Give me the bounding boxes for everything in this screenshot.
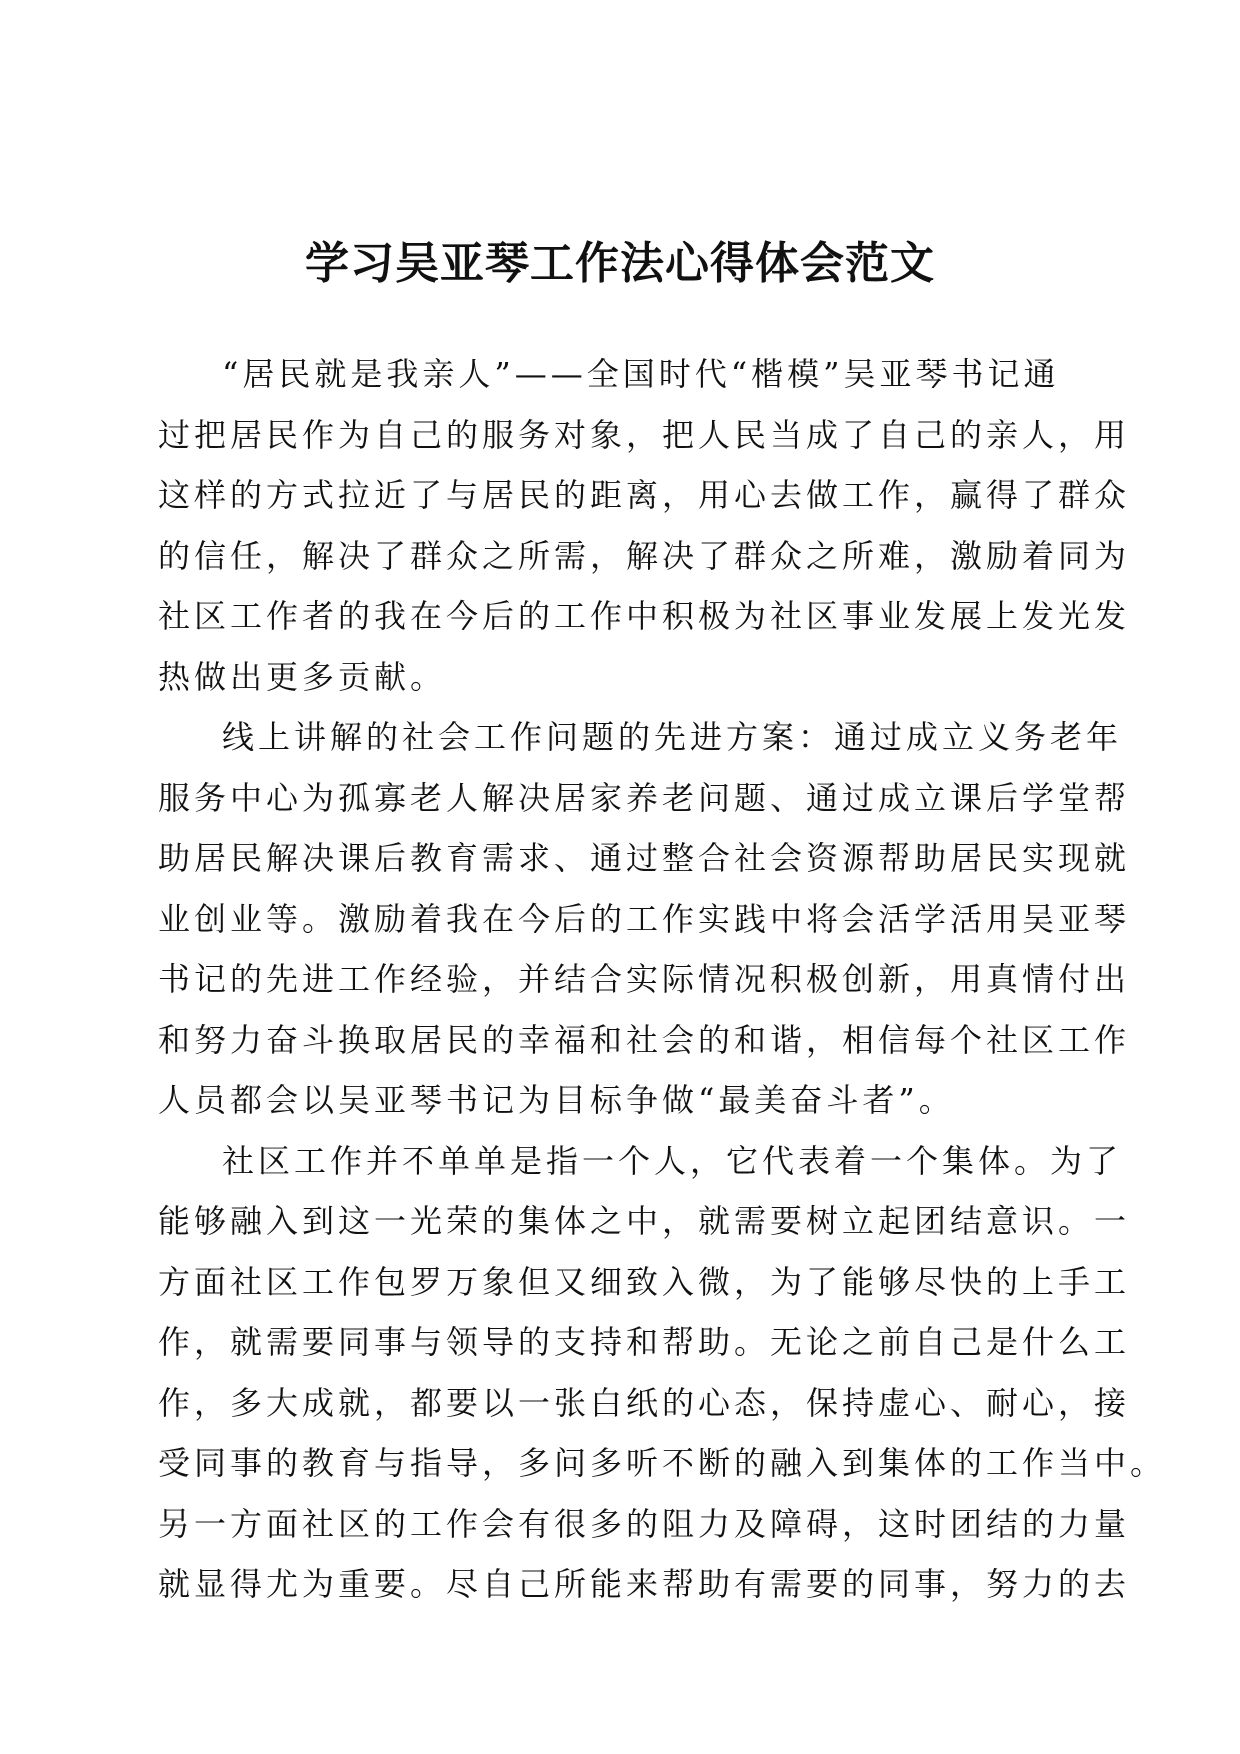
text-line: 方面社区工作包罗万象但又细致入微，为了能够尽快的上手工 [158, 1262, 1131, 1301]
paragraph-1 [158, 344, 1131, 707]
text-line: 作，就需要同事与领导的支持和帮助。无论之前自己是什么工 [158, 1323, 1131, 1361]
text-line: 社区工作者的我在今后的工作中积极为社区事业发展上发光发 [158, 597, 1131, 635]
text-line: 过把居民作为自己的服务对象，把人民当成了自己的亲人，用 [158, 415, 1131, 454]
text-line: 人员都会以吴亚琴书记为目标争做“最美奋斗者”。 [158, 1081, 955, 1119]
document-body [158, 344, 1167, 1615]
document-title: 学习吴亚琴工作法心得体会范文 [305, 238, 935, 289]
text-line: 的信任，解决了群众之所需，解决了群众之所难，激励着同为 [158, 536, 1131, 575]
text-line: 服务中心为孤寡老人解决居家养老问题、通过成立课后学堂帮 [158, 778, 1131, 817]
text-line: 书记的先进工作经验，并结合实际情况积极创新，用真情付出 [158, 960, 1131, 998]
text-line: 这样的方式拉近了与居民的距离，用心去做工作，赢得了群众 [158, 476, 1131, 514]
text-line: 能够融入到这一光荣的集体之中，就需要树立起团结意识。一 [158, 1202, 1131, 1240]
paragraph-3 [158, 1131, 1167, 1615]
text-line: 热做出更多贡献。 [158, 657, 447, 696]
text-line: 和努力奋斗换取居民的幸福和社会的和谐，相信每个社区工作 [158, 1020, 1131, 1059]
paragraph-2 [158, 707, 1131, 1131]
text-line: 受同事的教育与指导，多问多听不断的融入到集体的工作当中。 [158, 1444, 1167, 1482]
text-line: “居民就是我亲人”——全国时代“楷模”吴亚琴书记通 [222, 355, 1060, 393]
text-line: 线上讲解的社会工作问题的先进方案：通过成立义务老年 [222, 718, 1123, 756]
text-line: 助居民解决课后教育需求、通过整合社会资源帮助居民实现就 [158, 839, 1131, 877]
text-line: 业创业等。激励着我在今后的工作实践中将会活学活用吴亚琴 [158, 899, 1131, 938]
text-line: 另一方面社区的工作会有很多的阻力及障碍，这时团结的力量 [158, 1504, 1131, 1543]
text-line: 就显得尤为重要。尽自己所能来帮助有需要的同事，努力的去 [158, 1565, 1131, 1603]
text-line: 作，多大成就，都要以一张白纸的心态，保持虚心、耐心，接 [158, 1383, 1131, 1422]
text-line: 社区工作并不单单是指一个人，它代表着一个集体。为了 [222, 1141, 1123, 1180]
